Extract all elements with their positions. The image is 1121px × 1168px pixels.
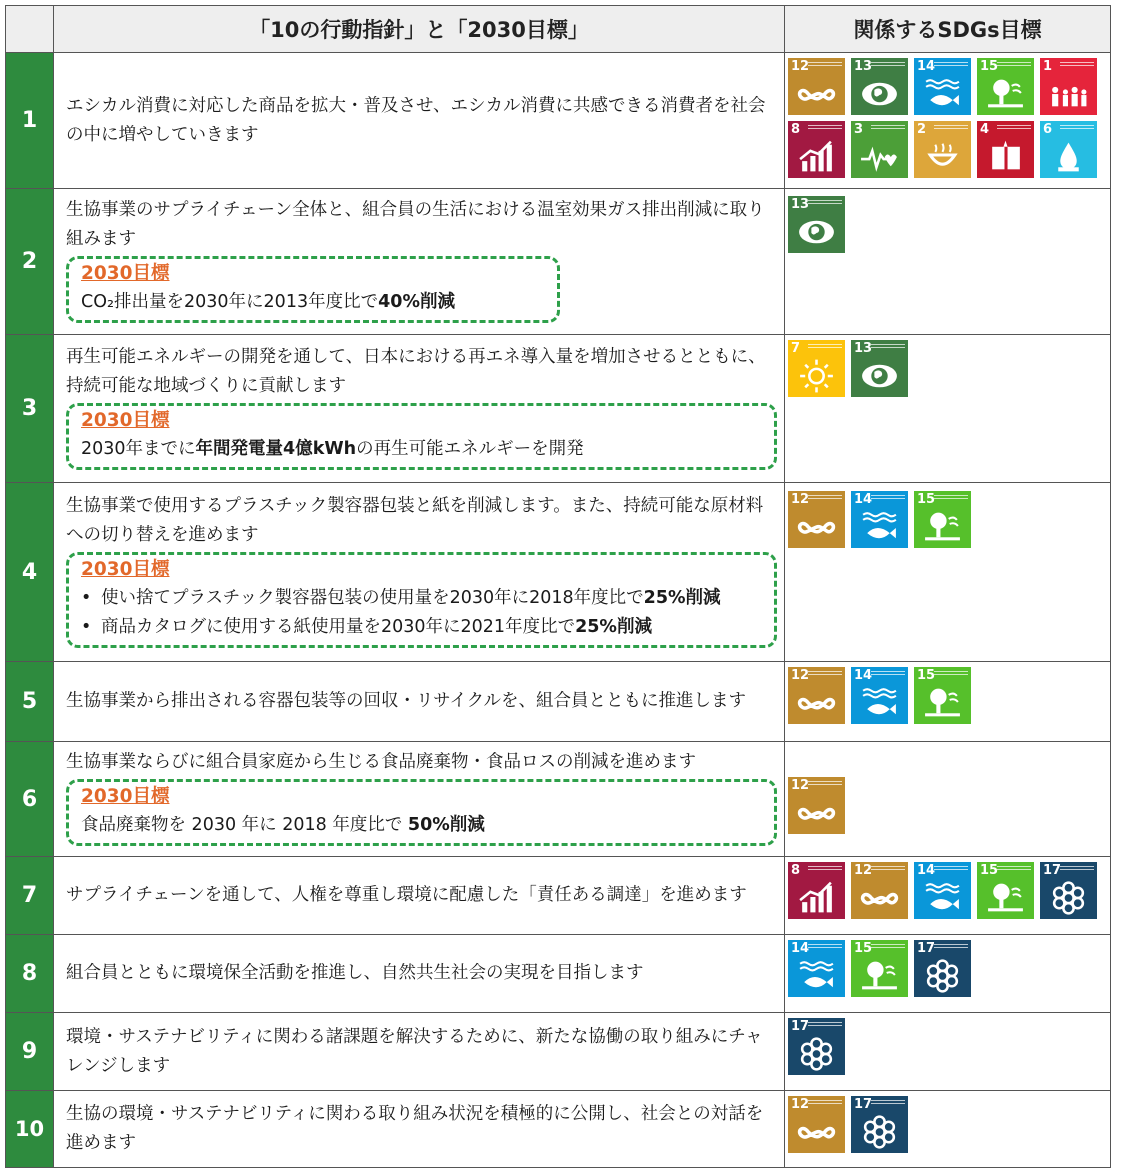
guideline-text: 生協の環境・サステナビリティに関わる取り組み状況を積極的に公開し、社会との対話を進めます xyxy=(66,1104,764,1153)
sdg-pictogram xyxy=(859,879,900,915)
sdg-icon-list xyxy=(788,667,1108,730)
target-bullet-text: 商品カタログに使用する紙使用量を2030年に2021年度比で xyxy=(101,617,576,637)
guideline-number: 4 xyxy=(6,483,54,662)
sdg-goal-caption-mark xyxy=(808,671,842,675)
sdg-goal-caption-mark xyxy=(997,125,1031,129)
sdg-pictogram xyxy=(922,508,963,544)
decent-work-icon xyxy=(788,121,845,178)
sdg-goal-number: 6 xyxy=(1043,122,1053,137)
sdg-goals-cell xyxy=(785,742,1111,857)
sdg-goal-number: 2 xyxy=(917,122,927,137)
sdg-pictogram xyxy=(985,138,1026,174)
good-health-icon xyxy=(851,121,908,178)
table-row xyxy=(6,483,1111,662)
sdg-pictogram xyxy=(796,1035,837,1071)
guideline-cell xyxy=(54,1091,785,1168)
sdg-pictogram xyxy=(922,138,963,174)
sdg-pictogram xyxy=(1048,75,1089,111)
target-2030-label: 2030目標 xyxy=(81,786,170,807)
life-on-land-icon xyxy=(977,58,1034,115)
target-text-prefix: 2030年までに xyxy=(81,439,196,459)
sdg-pictogram xyxy=(859,508,900,544)
sdg-goals-cell xyxy=(785,189,1111,335)
guideline-cell xyxy=(54,1013,785,1091)
target-bullet-highlight: 25%削減 xyxy=(643,588,721,608)
sdg-goal-number: 17 xyxy=(917,941,936,956)
guideline-cell xyxy=(54,53,785,189)
sdg-goal-caption-mark xyxy=(871,125,905,129)
partnerships-icon xyxy=(1040,862,1097,919)
sdg-pictogram xyxy=(796,794,837,830)
sdg-goal-number: 13 xyxy=(791,197,810,212)
responsible-consumption-icon xyxy=(788,491,845,548)
table-row xyxy=(6,935,1111,1013)
sdg-goal-number: 12 xyxy=(791,778,810,793)
sdg-pictogram xyxy=(796,684,837,720)
sdg-goal-caption-mark xyxy=(871,1100,905,1104)
sdg-goal-number: 15 xyxy=(917,492,936,507)
climate-action-icon xyxy=(851,58,908,115)
sdg-goals-cell xyxy=(785,662,1111,742)
target-text-highlight: 年間発電量4億kWh xyxy=(195,439,357,459)
sdg-pictogram xyxy=(859,75,900,111)
guideline-cell xyxy=(54,483,785,662)
sdg-goals-cell xyxy=(785,1091,1111,1168)
sdg-pictogram xyxy=(796,213,837,249)
sdg-pictogram xyxy=(859,684,900,720)
sdg-goal-caption-mark xyxy=(808,1022,842,1026)
guideline-text: 生協事業ならびに組合員家庭から生じる食品廃棄物・食品ロスの削減を進めます xyxy=(66,752,696,772)
guideline-cell xyxy=(54,742,785,857)
header-sdgs: 関係するSDGs目標 xyxy=(785,6,1111,53)
guideline-cell xyxy=(54,189,785,335)
sdg-icon-list xyxy=(788,862,1108,925)
decent-work-icon xyxy=(788,862,845,919)
guideline-number: 10 xyxy=(6,1091,54,1168)
sdg-goal-caption-mark xyxy=(871,866,905,870)
header-number-cell xyxy=(6,6,54,53)
sdg-goal-number: 13 xyxy=(854,59,873,74)
life-below-water-icon xyxy=(914,58,971,115)
responsible-consumption-icon xyxy=(788,667,845,724)
target-2030-box xyxy=(66,552,777,648)
sdg-pictogram xyxy=(796,138,837,174)
sdg-goal-number: 3 xyxy=(854,122,864,137)
sdg-goal-caption-mark xyxy=(997,62,1031,66)
sdg-pictogram xyxy=(1048,138,1089,174)
guideline-number: 3 xyxy=(6,335,54,483)
sdg-pictogram xyxy=(796,1113,837,1149)
sdg-pictogram xyxy=(922,75,963,111)
sdg-pictogram xyxy=(859,138,900,174)
sdg-goal-caption-mark xyxy=(808,125,842,129)
sdg-goal-number: 15 xyxy=(980,863,999,878)
life-below-water-icon xyxy=(914,862,971,919)
sdg-goals-cell xyxy=(785,483,1111,662)
guideline-cell xyxy=(54,857,785,935)
sdg-pictogram xyxy=(922,957,963,993)
sdg-goal-caption-mark xyxy=(871,62,905,66)
target-2030-label: 2030目標 xyxy=(81,559,170,580)
sdg-pictogram xyxy=(796,508,837,544)
target-2030-text xyxy=(81,288,547,317)
sdg-goal-caption-mark xyxy=(997,866,1031,870)
sdg-icon-list xyxy=(788,1018,1108,1081)
responsible-consumption-icon xyxy=(788,58,845,115)
target-2030-box xyxy=(66,403,777,470)
sdg-goal-caption-mark xyxy=(934,125,968,129)
sdg-goal-number: 15 xyxy=(917,668,936,683)
table-row xyxy=(6,335,1111,483)
responsible-consumption-icon xyxy=(788,777,845,834)
quality-education-icon xyxy=(977,121,1034,178)
partnerships-icon xyxy=(851,1096,908,1153)
life-on-land-icon xyxy=(914,491,971,548)
sdg-goal-caption-mark xyxy=(1060,866,1094,870)
clean-energy-icon xyxy=(788,340,845,397)
guideline-text: 再生可能エネルギーの開発を通して、日本における再エネ導入量を増加させるとともに、持続可能な地域づくりに貢献します xyxy=(66,347,766,396)
life-on-land-icon xyxy=(914,667,971,724)
responsible-consumption-icon xyxy=(788,1096,845,1153)
guideline-text: サプライチェーンを通して、人権を尊重し環境に配慮した「責任ある調達」を進めます xyxy=(66,885,747,905)
sdg-goal-caption-mark xyxy=(808,944,842,948)
guideline-text: 生協事業で使用するプラスチック製容器包装と紙を削減します。また、持続可能な原材料への切り替えを進めます xyxy=(66,496,764,545)
sdg-pictogram xyxy=(985,879,1026,915)
guideline-text: エシカル消費に対応した商品を拡大・普及させ、エシカル消費に共感できる消費者を社会の中に増やしていきます xyxy=(66,95,766,145)
partnerships-icon xyxy=(914,940,971,997)
life-below-water-icon xyxy=(788,940,845,997)
sdg-pictogram xyxy=(796,75,837,111)
sdg-goal-number: 12 xyxy=(791,492,810,507)
table-row xyxy=(6,189,1111,335)
target-text-highlight: 50%削減 xyxy=(407,815,485,835)
target-text-prefix: CO₂排出量を2030年に2013年度比で xyxy=(81,292,379,312)
action-guidelines-table xyxy=(5,5,1111,1168)
sdg-icon-list xyxy=(788,196,1108,259)
sdg-goals-cell xyxy=(785,335,1111,483)
sdg-goal-number: 1 xyxy=(1043,59,1053,74)
guideline-number: 9 xyxy=(6,1013,54,1091)
sdg-pictogram xyxy=(796,957,837,993)
guideline-text: 生協事業から排出される容器包装等の回収・リサイクルを、組合員とともに推進します xyxy=(66,691,747,711)
sdg-goal-number: 15 xyxy=(854,941,873,956)
sdg-goal-caption-mark xyxy=(808,495,842,499)
sdg-goal-caption-mark xyxy=(934,495,968,499)
sdg-pictogram xyxy=(796,879,837,915)
guideline-number: 6 xyxy=(6,742,54,857)
sdg-goal-caption-mark xyxy=(871,671,905,675)
partnerships-icon xyxy=(788,1018,845,1075)
sdg-icon-list xyxy=(788,58,1108,184)
life-below-water-icon xyxy=(851,491,908,548)
sdg-goal-number: 17 xyxy=(854,1097,873,1112)
target-text-prefix: 食品廃棄物を 2030 年に 2018 年度比で xyxy=(81,815,408,835)
sdg-goal-number: 12 xyxy=(791,59,810,74)
guideline-cell xyxy=(54,662,785,742)
sdg-goals-cell xyxy=(785,935,1111,1013)
life-below-water-icon xyxy=(851,667,908,724)
climate-action-icon xyxy=(788,196,845,253)
table-row xyxy=(6,1013,1111,1091)
sdg-goal-number: 14 xyxy=(917,863,936,878)
life-on-land-icon xyxy=(851,940,908,997)
table-row xyxy=(6,53,1111,189)
header-guidelines: 「10の行動指針」と「2030目標」 xyxy=(54,6,785,53)
sdg-icon-list xyxy=(788,940,1108,1003)
guideline-text: 環境・サステナビリティに関わる諸課題を解決するために、新たな協働の取り組みにチャレンジします xyxy=(66,1026,763,1076)
sdg-goal-caption-mark xyxy=(808,200,842,204)
guideline-text: 生協事業のサプライチェーン全体と、組合員の生活における温室効果ガス排出削減に取り組みます xyxy=(66,200,765,249)
target-2030-text xyxy=(81,435,764,464)
sdg-goal-number: 8 xyxy=(791,122,801,137)
sdg-goal-caption-mark xyxy=(934,866,968,870)
guideline-number: 1 xyxy=(6,53,54,189)
sdg-goal-number: 14 xyxy=(917,59,936,74)
target-bullet xyxy=(81,584,764,613)
sdg-icon-list xyxy=(788,340,1108,403)
life-on-land-icon xyxy=(977,862,1034,919)
sdg-goal-number: 8 xyxy=(791,863,801,878)
sdg-goal-number: 12 xyxy=(791,1097,810,1112)
sdg-icon-list xyxy=(788,777,1108,840)
sdg-goal-caption-mark xyxy=(871,495,905,499)
sdg-goal-number: 13 xyxy=(854,341,873,356)
sdg-pictogram xyxy=(859,957,900,993)
table-row xyxy=(6,742,1111,857)
sdg-pictogram xyxy=(922,684,963,720)
sdg-goal-number: 17 xyxy=(1043,863,1062,878)
table-row xyxy=(6,857,1111,935)
sdg-pictogram xyxy=(859,1113,900,1149)
sdg-goal-number: 17 xyxy=(791,1019,810,1034)
sdg-goals-cell xyxy=(785,1013,1111,1091)
sdg-pictogram xyxy=(1048,879,1089,915)
sdg-pictogram xyxy=(796,357,837,393)
no-poverty-icon xyxy=(1040,58,1097,115)
responsible-consumption-icon xyxy=(851,862,908,919)
guideline-text: 組合員とともに環境保全活動を推進し、自然共生社会の実現を目指します xyxy=(66,963,644,983)
guideline-number: 5 xyxy=(6,662,54,742)
target-2030-text xyxy=(81,811,764,840)
sdg-goal-number: 14 xyxy=(854,492,873,507)
target-2030-label: 2030目標 xyxy=(81,263,170,284)
target-2030-label: 2030目標 xyxy=(81,410,170,431)
sdg-goals-cell xyxy=(785,53,1111,189)
sdg-goal-caption-mark xyxy=(871,344,905,348)
target-bullet-highlight: 25%削減 xyxy=(575,617,652,637)
sdg-goal-caption-mark xyxy=(808,1100,842,1104)
sdg-goal-caption-mark xyxy=(934,944,968,948)
sdg-icon-list xyxy=(788,491,1108,554)
target-2030-box xyxy=(66,779,777,846)
sdg-goal-number: 14 xyxy=(791,941,810,956)
target-text-suffix: の再生可能エネルギーを開発 xyxy=(356,439,584,459)
header-row xyxy=(6,6,1111,53)
sdg-goal-caption-mark xyxy=(1060,125,1094,129)
zero-hunger-icon xyxy=(914,121,971,178)
target-2030-box xyxy=(66,256,560,323)
sdg-icon-list xyxy=(788,1096,1108,1159)
sdg-pictogram xyxy=(922,879,963,915)
sdg-goal-caption-mark xyxy=(808,62,842,66)
sdg-pictogram xyxy=(985,75,1026,111)
guideline-number: 8 xyxy=(6,935,54,1013)
sdg-goal-caption-mark xyxy=(1060,62,1094,66)
sdg-pictogram xyxy=(859,357,900,393)
table-row xyxy=(6,662,1111,742)
guideline-cell xyxy=(54,335,785,483)
sdg-goal-number: 4 xyxy=(980,122,990,137)
sdg-goals-cell xyxy=(785,857,1111,935)
sdg-goal-caption-mark xyxy=(871,944,905,948)
climate-action-icon xyxy=(851,340,908,397)
table-row xyxy=(6,1091,1111,1168)
sdg-goal-number: 12 xyxy=(854,863,873,878)
clean-water-icon xyxy=(1040,121,1097,178)
guideline-cell xyxy=(54,935,785,1013)
sdg-goal-caption-mark xyxy=(808,781,842,785)
target-bullet xyxy=(81,613,764,642)
sdg-goal-caption-mark xyxy=(808,866,842,870)
guideline-number: 7 xyxy=(6,857,54,935)
target-bullet-text: 使い捨てプラスチック製容器包装の使用量を2030年に2018年度比で xyxy=(101,588,644,608)
sdg-goal-caption-mark xyxy=(934,62,968,66)
sdg-goal-number: 14 xyxy=(854,668,873,683)
sdg-goal-number: 15 xyxy=(980,59,999,74)
sdg-goal-caption-mark xyxy=(808,344,842,348)
target-text-highlight: 40%削減 xyxy=(378,292,455,312)
sdg-goal-caption-mark xyxy=(934,671,968,675)
sdg-goal-number: 7 xyxy=(791,341,801,356)
guideline-number: 2 xyxy=(6,189,54,335)
sdg-goal-number: 12 xyxy=(791,668,810,683)
